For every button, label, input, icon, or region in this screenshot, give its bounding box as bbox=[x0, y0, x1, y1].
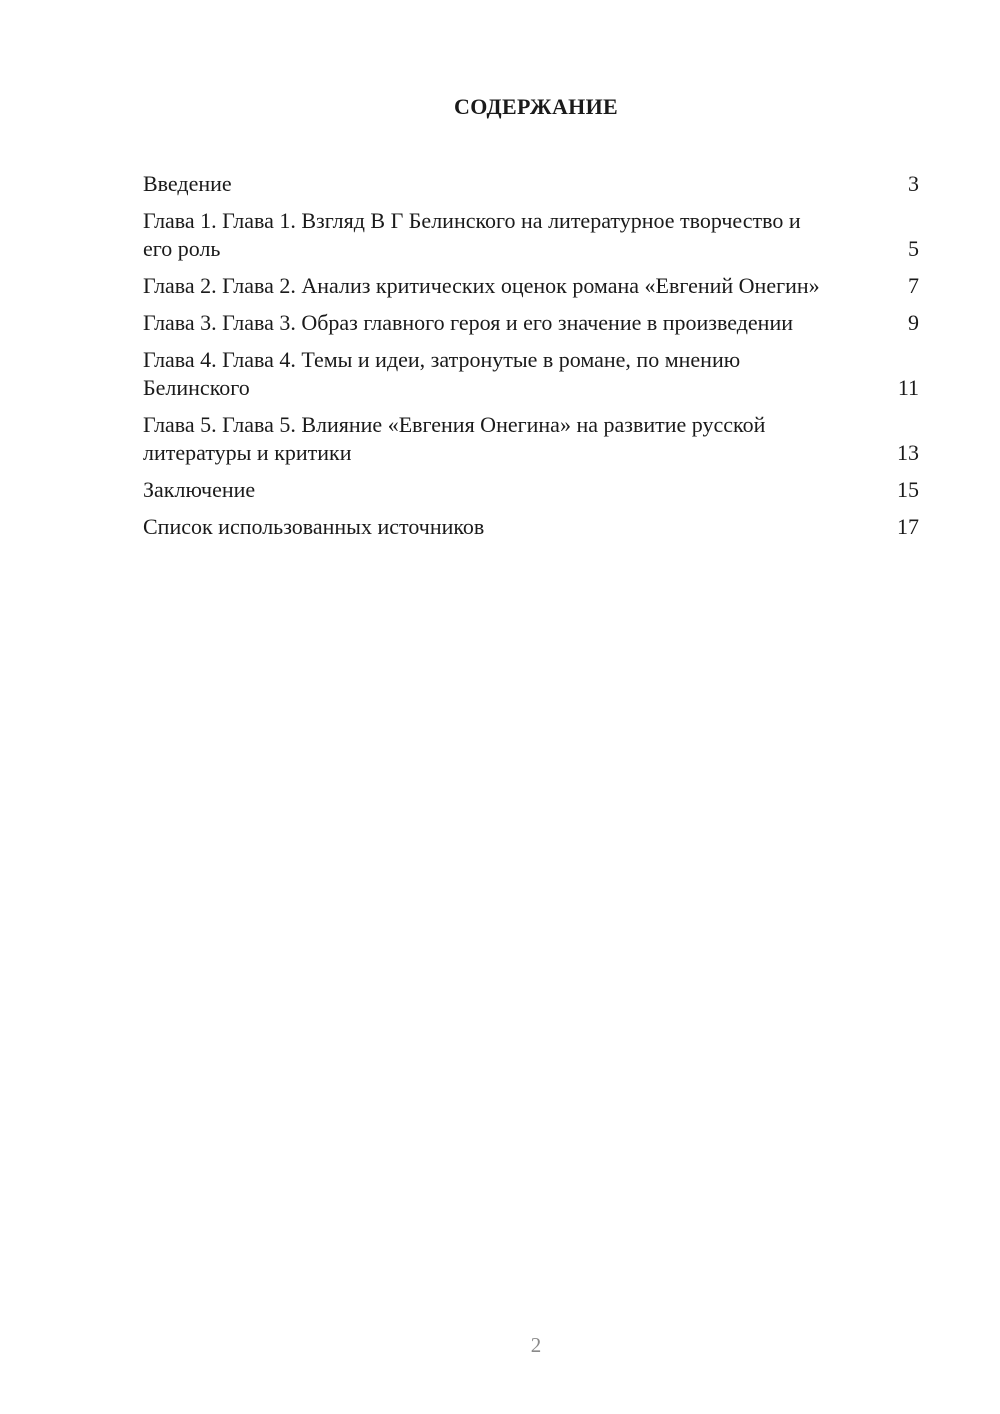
toc-entry-title: Глава 4. Глава 4. Темы и идеи, затронутые в романе, по мнению Белинского bbox=[143, 347, 741, 400]
toc-entry-chapter-5[interactable] bbox=[143, 411, 919, 467]
toc-entry-page-number: 5 bbox=[908, 236, 919, 261]
page-number: 2 bbox=[530, 1333, 542, 1357]
toc-entry-page-number: 13 bbox=[897, 440, 919, 465]
toc-entry-references[interactable] bbox=[143, 513, 919, 541]
toc-entry-page-number: 3 bbox=[908, 171, 919, 196]
toc-entry-page-number: 15 bbox=[897, 477, 919, 502]
toc-entry-page-number: 7 bbox=[908, 273, 919, 298]
toc-entry-title: Глава 3. Глава 3. Образ главного героя и его значение в произведении bbox=[143, 310, 793, 335]
toc-entry-conclusion[interactable] bbox=[143, 476, 919, 504]
toc-entry-title: Глава 2. Глава 2. Анализ критических оценок романа «Евгений Онегин» bbox=[143, 273, 820, 298]
toc-entry-title: Глава 1. Глава 1. Взгляд В Г Белинского на литературное творчество и его роль bbox=[143, 208, 801, 261]
toc-entry-title: Введение bbox=[143, 171, 232, 196]
toc-entry-page-number: 11 bbox=[897, 375, 919, 400]
toc-entry-title: Заключение bbox=[143, 477, 256, 502]
toc-entry-title: Глава 5. Глава 5. Влияние «Евгения Онегина» на развитие русской литературы и критики bbox=[143, 412, 766, 465]
toc-entry-chapter-3[interactable] bbox=[143, 309, 919, 337]
table-of-contents bbox=[143, 170, 919, 550]
toc-entry-chapter-4[interactable] bbox=[143, 346, 919, 402]
toc-entry-chapter-1[interactable] bbox=[143, 207, 919, 263]
toc-entry-introduction[interactable] bbox=[143, 170, 919, 198]
toc-entry-title: Список использованных источников bbox=[143, 514, 485, 539]
toc-heading: СОДЕРЖАНИЕ bbox=[454, 94, 618, 119]
toc-entry-page-number: 9 bbox=[908, 310, 919, 335]
toc-entry-page-number: 17 bbox=[897, 514, 919, 539]
toc-entry-chapter-2[interactable] bbox=[143, 272, 919, 300]
